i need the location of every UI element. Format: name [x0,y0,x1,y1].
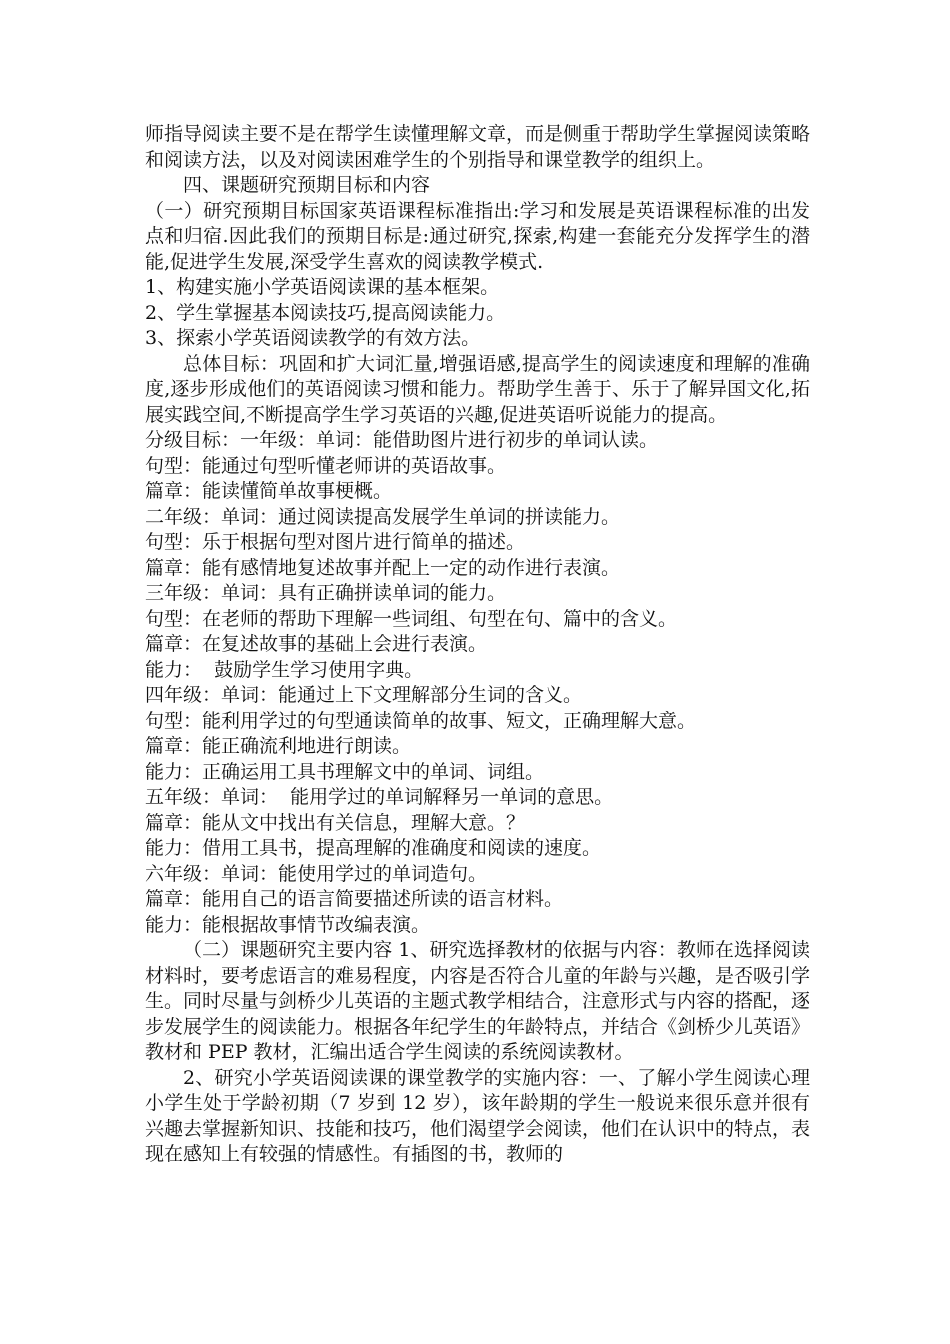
grade-goal-line: 句型：乐于根据句型对图片进行简单的描述。 [145,531,526,553]
content-paragraph: （二）课题研究主要内容 1、研究选择教材的依据与内容：教师在选择阅读材料时，要考虑语言的难易程度，内容是否符合儿童的年龄与兴趣，是否吸引学生。同时尽量与剑桥少儿英语的主题式教学相结合，注意形式与内容的搭配，逐步发展学生的阅读能力。根据各年纪学生的年龄特点，并结合《剑桥少儿英语》教材和 PEP 教材，汇编出适合学生阅读的系统阅读教材。 [145,939,811,1063]
grade-goal-line: 四年级：单词：能通过上下文理解部分生词的含义。 [145,684,583,706]
grade-goal-line: 能力：正确运用工具书理解文中的单词、词组。 [145,760,545,783]
grade-goal-line: 篇章：能读懂简单故事梗概。 [145,480,393,502]
grade-goal-line: 二年级：单词：通过阅读提高发展学生单词的拼读能力。 [145,505,621,528]
grade-goal-line: 分级目标：一年级：单词：能借助图片进行初步的单词认读。 [145,429,659,451]
grade-goal-line: 篇章：能用自己的语言简要描述所读的语言材料。 [145,888,564,910]
grade-goal-line: 能力：能根据故事情节改编表演。 [145,913,431,936]
grade-goal-line: 六年级：单词：能使用学过的单词造句。 [145,862,488,885]
body-paragraph: 师指导阅读主要不是在帮学生读懂理解文章，而是侧重于帮助学生掌握阅读策略和阅读方法，以及对阅读困难学生的个别指导和课堂教学的组织上。 [145,123,811,171]
goal-item: 3、探索小学英语阅读教学的有效方法。 [145,327,481,349]
section-heading: 四、课题研究预期目标和内容 [183,174,431,196]
grade-goal-line: 句型：在老师的帮助下理解一些词组、句型在句、篇中的含义。 [145,607,678,630]
grade-goal-line: 五年级：单词： 能用学过的单词解释另一单词的意思。 [145,786,614,808]
document-page [145,122,835,1168]
grade-goal-line: 能力：借用工具书，提高理解的准确度和阅读的速度。 [145,837,602,859]
grade-goal-line: 篇章：能从文中找出有关信息，理解大意。？ [145,811,526,834]
grade-goal-line: 篇章：能正确流利地进行朗读。 [145,735,412,757]
grade-goal-line: 篇章：能有感情地复述故事并配上一定的动作进行表演。 [145,556,621,579]
overall-goal-paragraph: 总体目标：巩固和扩大词汇量,增强语感,提高学生的阅读速度和理解的准确度,逐步形成他们的英语阅读习惯和能力。帮助学生善于、乐于了解异国文化,拓展实践空间,不断提高学生学习英语的兴趣,促进英语听说能力的提高。 [145,352,810,426]
goal-item: 2、学生掌握基本阅读技巧,提高阅读能力。 [145,301,506,324]
grade-goal-line: 篇章：在复述故事的基础上会进行表演。 [145,633,488,655]
content-paragraph: 2、研究小学英语阅读课的课堂教学的实施内容：一、了解小学生阅读心理 小学生处于学龄初期（7 岁到 12 岁），该年龄期的学生一般说来很乐意并很有兴趣去掌握新知识、技能和技巧，他们渴望学会阅读，他们在认识中的特点，表现在感知上有较强的情感性。有插图的书，教师的 [145,1066,835,1165]
grade-goal-line: 句型：能通过句型听懂老师讲的英语故事。 [145,454,507,477]
subsection-paragraph: （一）研究预期目标国家英语课程标准指出:学习和发展是英语课程标准的出发点和归宿.因此我们的预期目标是:通过研究,探索,构建一套能充分发挥学生的潜能,促进学生发展,深受学生喜欢的阅读教学模式. [145,199,810,273]
grade-goal-line: 三年级：单词：具有正确拼读单词的能力。 [145,582,507,604]
grade-goal-line: 能力： 鼓励学生学习使用字典。 [145,658,424,681]
grade-goal-line: 句型：能利用学过的句型通读简单的故事、短文，正确理解大意。 [145,709,697,732]
goal-item: 1、构建实施小学英语阅读课的基本框架。 [145,276,500,298]
